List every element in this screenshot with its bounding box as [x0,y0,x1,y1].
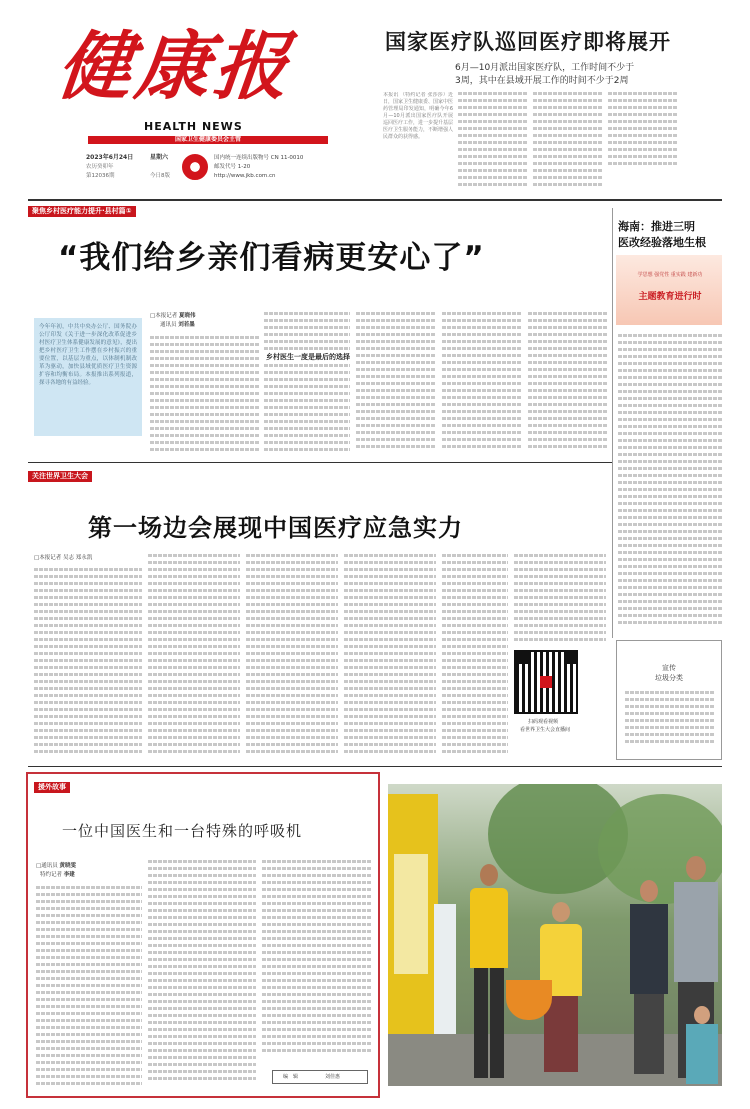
section1-correspondent: 刘若墨 [178,322,195,328]
section1-byline [150,312,260,320]
lead-subhead-line1: 6月—10月派出国家医疗队，工作时间不少于 [455,63,635,73]
masthead-date: 2023年6月24日 [86,154,134,161]
section2-col1 [34,568,142,758]
photo-person-right-1 [628,880,668,1080]
masthead-logo: 健康报 [53,24,297,110]
section2-col2 [148,554,240,758]
sidebar-banner-title: 主题教育进行时 [638,292,702,302]
section3-col1 [36,886,142,1090]
section3-footer [272,1070,368,1084]
section1-headline: “我们给乡亲们看病更安心了” [58,240,485,276]
section1-editor-note: 今年年初，中共中央办公厅、国务院办公厅印发《关于进一步深化改革促进乡村医疗卫生体系健康发展的意见》，提出把乡村医疗卫生工作摆在乡村振兴的重要位置，以基层为重点，以体制机制改革为驱动，加快县域优质医疗卫生资源扩容和均衡布局。本报推出系列报道，探寻各地的有益经验。 [34,318,142,436]
sidebar-headline-1: 海南：推进三明 [618,220,695,233]
section3-frame [26,772,380,1098]
section3-headline: 一位中国医生和一台特殊的呼吸机 [62,822,303,840]
photo-person-left [468,864,508,1084]
section2-col4 [344,554,436,758]
section2-tag: 关注世界卫生大会 [28,471,92,482]
masthead-pages: 今日8版 [150,173,170,179]
masthead-weekday: 星期六 [150,154,169,161]
section3-col3 [262,860,372,1060]
sidebar-banner [616,255,722,325]
section1-col2b [264,364,350,458]
divider-top [28,199,722,201]
section3-byline-reporter: □通讯员 [36,863,58,869]
qr-code[interactable] [514,650,578,714]
news-photo [388,784,722,1086]
section1-col1 [150,336,260,458]
section3-correspondent-prefix: 特约记者 [40,872,63,878]
divider-bottom [28,766,722,767]
section3-tag: 援外故事 [34,782,70,793]
sidebar-banner-sub: 学思想 强党性 重实践 建新功 [637,272,703,278]
masthead-website: http://www.jkb.com.cn [214,173,276,179]
lead-headline: 国家医疗队巡回医疗即将展开 [385,30,671,54]
section2-col3 [246,554,338,758]
section1-col3 [356,312,436,458]
section1-tag: 聚焦乡村医疗能力提升·县村篇① [28,206,136,217]
masthead-emblem [182,154,208,180]
section1-col2 [264,312,350,352]
sidebar-body [618,334,722,634]
lead-body-intro: 本报讯 （特约记者 张莎莎）近日，国家卫生健康委、国家中医药管理局印发通知，明确今年6月—10月派出国家医疗队开展巡回医疗工作，进一步提升基层医疗卫生服务能力，不断增强人民群众的获得感。 [383,92,453,140]
section2-col6 [514,554,606,644]
photo-child [684,1006,718,1084]
promo-box [616,640,722,760]
qr-logo [540,676,552,688]
section3-footer-label-a: 编 辑 [283,1074,299,1080]
section3-footer-label-b: 刘佳惠 [325,1074,341,1080]
section1-byline-2 [160,321,270,329]
section1-subheading: 乡村医生一度是最后的选择 [266,353,350,361]
masthead-issn: 国内统一连续出版物号 CN 11-0010 [214,155,304,161]
section2-headline: 第一场边会展现中国医疗应急实力 [88,514,463,542]
section1-col4 [442,312,522,458]
section3-col2 [148,860,256,1090]
promo-body [625,691,715,753]
masthead-issue: 第12036期 [86,173,115,179]
photo-kiosk-window [394,854,428,974]
section2-col5 [442,554,508,758]
lead-body-col4 [608,92,678,192]
section3-reporter-name: 黄晓雯 [59,863,76,869]
qr-caption-1: 扫码观看视频 [528,719,559,725]
lead-body-col2 [458,92,528,192]
sidebar-divider [612,208,613,638]
qr-caption-2: 看世界卫生大会直播间 [520,727,571,733]
lead-subhead-line2: 3周，其中在县域开展工作的时间不少于2周 [455,76,629,86]
section1-byline-reporter: □本报记者 [150,313,178,319]
masthead [53,18,376,196]
sidebar-headline-2: 医改经验落地生根 [618,236,706,249]
photo-basket [506,980,552,1020]
divider-mid [28,462,612,463]
lead-body-col3 [533,92,603,192]
section3-correspondent: 李建 [63,872,75,878]
promo-sub: 垃圾分类 [655,674,683,682]
masthead-lunar: 农历癸卯年 [86,164,114,170]
section1-correspondent-prefix: 通讯员 [160,322,177,328]
section3-byline-2 [40,871,75,879]
masthead-postal: 邮发代号 1-20 [214,164,251,170]
section1-col5 [528,312,608,458]
section3-byline [36,862,76,870]
masthead-sponsor: 国家卫生健康委员会主管 [88,136,328,144]
promo-title: 宣传 [662,664,676,672]
section1-reporter-name: 夏晓伟 [178,313,196,319]
masthead-logo-en: HEALTH NEWS [144,120,243,133]
section2-byline: □本报记者 吴志 郑永凯 [34,555,93,561]
